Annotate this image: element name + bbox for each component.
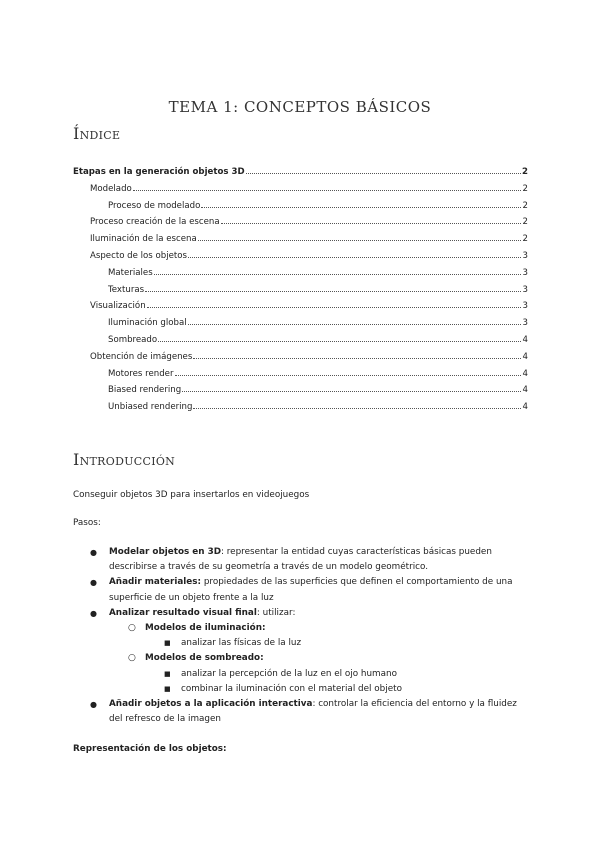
list-item — [73, 682, 533, 697]
list-item-text: analizar las físicas de la luz — [181, 638, 302, 649]
steps-list — [73, 545, 533, 727]
toc-entry-label: Texturas — [108, 284, 145, 295]
toc-entry[interactable] — [73, 284, 528, 301]
toc-leader-dots — [193, 401, 521, 409]
toc-entry[interactable] — [73, 368, 528, 385]
toc-entry[interactable] — [73, 317, 528, 334]
bullet-icon: ● — [90, 548, 97, 557]
toc-entry[interactable] — [73, 267, 528, 284]
list-item — [73, 575, 533, 605]
toc-entry-page: 2 — [522, 183, 528, 194]
list-item-text: : utilizar: — [256, 607, 296, 618]
representation-heading: Representación de los objetos: — [73, 744, 227, 754]
toc-leader-dots — [201, 200, 521, 208]
list-item-bold: Modelar objetos en 3D — [109, 547, 221, 557]
index-heading: Índice — [73, 124, 121, 143]
toc-entry[interactable] — [73, 300, 528, 317]
toc-entry-label: Modelado — [90, 183, 132, 194]
bullet-icon: ■ — [164, 639, 171, 648]
toc-entry-page: 4 — [522, 385, 528, 396]
toc-entry[interactable] — [73, 351, 528, 368]
list-item-bold: Analizar resultado visual final — [109, 607, 257, 618]
introduction-heading: Introducción — [73, 450, 176, 469]
toc-entry-page: 3 — [522, 250, 528, 261]
toc-leader-dots — [198, 233, 521, 241]
list-item — [73, 667, 533, 682]
toc-entry-label: Visualización — [90, 301, 146, 312]
bullet-icon: ■ — [164, 669, 171, 678]
bullet-icon: ○ — [128, 623, 136, 634]
toc-entry[interactable] — [73, 250, 528, 267]
toc-entry-label: Iluminación global — [108, 318, 187, 329]
toc-entry-label: Aspecto de los objetos — [90, 250, 188, 261]
toc-entry-page: 2 — [522, 234, 528, 245]
toc-entry-page: 4 — [522, 334, 528, 345]
toc-entry-page: 3 — [522, 284, 528, 295]
bullet-icon: ● — [90, 578, 97, 588]
list-item-text: propiedades de las superficies que definen el comportamiento de una superficie de un objeto frente a la luz — [109, 577, 513, 603]
bullet-icon: ● — [90, 608, 97, 618]
toc-entry-page: 4 — [522, 368, 528, 379]
toc-entry-page: 3 — [522, 267, 528, 278]
toc-entry[interactable] — [73, 334, 528, 351]
list-item-bold: Modelos de iluminación: — [145, 623, 266, 634]
toc-entry[interactable] — [73, 166, 528, 183]
toc-entry-label: Biased rendering — [108, 385, 182, 396]
toc-leader-dots — [175, 368, 522, 376]
toc-entry-page: 4 — [522, 351, 528, 362]
toc-leader-dots — [147, 300, 521, 308]
toc-leader-dots — [154, 267, 521, 275]
list-item-bold: Modelos de sombreado: — [145, 653, 264, 664]
toc-leader-dots — [221, 216, 521, 224]
toc-entry-page: 2 — [522, 200, 528, 211]
toc-entry-page: 2 — [522, 217, 528, 228]
list-item — [73, 621, 533, 636]
list-item — [73, 697, 533, 727]
toc-entry[interactable] — [73, 200, 528, 217]
toc-entry-label: Sombreado — [108, 334, 158, 345]
toc-entry-label: Iluminación de la escena — [90, 234, 197, 245]
list-item-text: combinar la iluminación con el material del objeto — [181, 683, 402, 694]
toc-leader-dots — [133, 183, 521, 191]
toc-leader-dots — [246, 166, 521, 174]
toc-entry[interactable] — [73, 233, 528, 250]
bullet-icon: ■ — [164, 684, 171, 693]
toc-entry[interactable] — [73, 183, 528, 200]
list-item — [73, 545, 533, 575]
toc-entry-label: Obtención de imágenes — [90, 351, 193, 362]
toc-leader-dots — [193, 351, 521, 359]
toc-leader-dots — [182, 384, 521, 392]
toc-entry-label: Etapas en la generación objetos 3D — [73, 167, 245, 177]
list-item-text: analizar la percepción de la luz en el ojo humano — [181, 668, 397, 679]
toc-entry[interactable] — [73, 401, 528, 418]
toc-entry[interactable] — [73, 216, 528, 233]
toc-entry-page: 2 — [522, 167, 528, 177]
list-item — [73, 651, 533, 666]
toc-entry-label: Materiales — [108, 267, 153, 278]
toc-entry-label: Unbiased rendering — [108, 402, 193, 413]
toc-entry-page: 3 — [522, 301, 528, 312]
table-of-contents — [73, 166, 528, 418]
toc-leader-dots — [145, 284, 521, 292]
bullet-icon: ● — [90, 700, 97, 710]
document-title: TEMA 1: CONCEPTOS BÁSICOS — [168, 98, 432, 116]
list-item — [73, 606, 533, 621]
toc-leader-dots — [188, 317, 521, 325]
bullet-icon: ○ — [128, 653, 136, 664]
toc-leader-dots — [188, 250, 521, 258]
toc-entry-page: 4 — [522, 402, 528, 413]
toc-entry-label: Proceso creación de la escena — [90, 217, 220, 228]
list-item — [73, 636, 533, 651]
toc-entry-label: Proceso de modelado — [108, 200, 201, 211]
list-item-bold: Añadir materiales: — [109, 577, 202, 588]
toc-leader-dots — [158, 334, 521, 342]
toc-entry[interactable] — [73, 384, 528, 401]
steps-label: Pasos: — [73, 518, 101, 528]
list-item-bold: Añadir objetos a la aplicación interactiva — [109, 699, 313, 710]
toc-entry-label: Motores render — [108, 368, 174, 379]
list-item-text: : representar la entidad cuyas características básicas pueden describirse a través de su geometría a través de un modelo geométrico. — [109, 547, 492, 573]
list-item-text: : controlar la eficiencia del entorno y la fluidez del refresco de la imagen — [109, 699, 517, 725]
intro-paragraph: Conseguir objetos 3D para insertarlos en videojuegos — [73, 490, 310, 500]
toc-entry-page: 3 — [522, 318, 528, 329]
